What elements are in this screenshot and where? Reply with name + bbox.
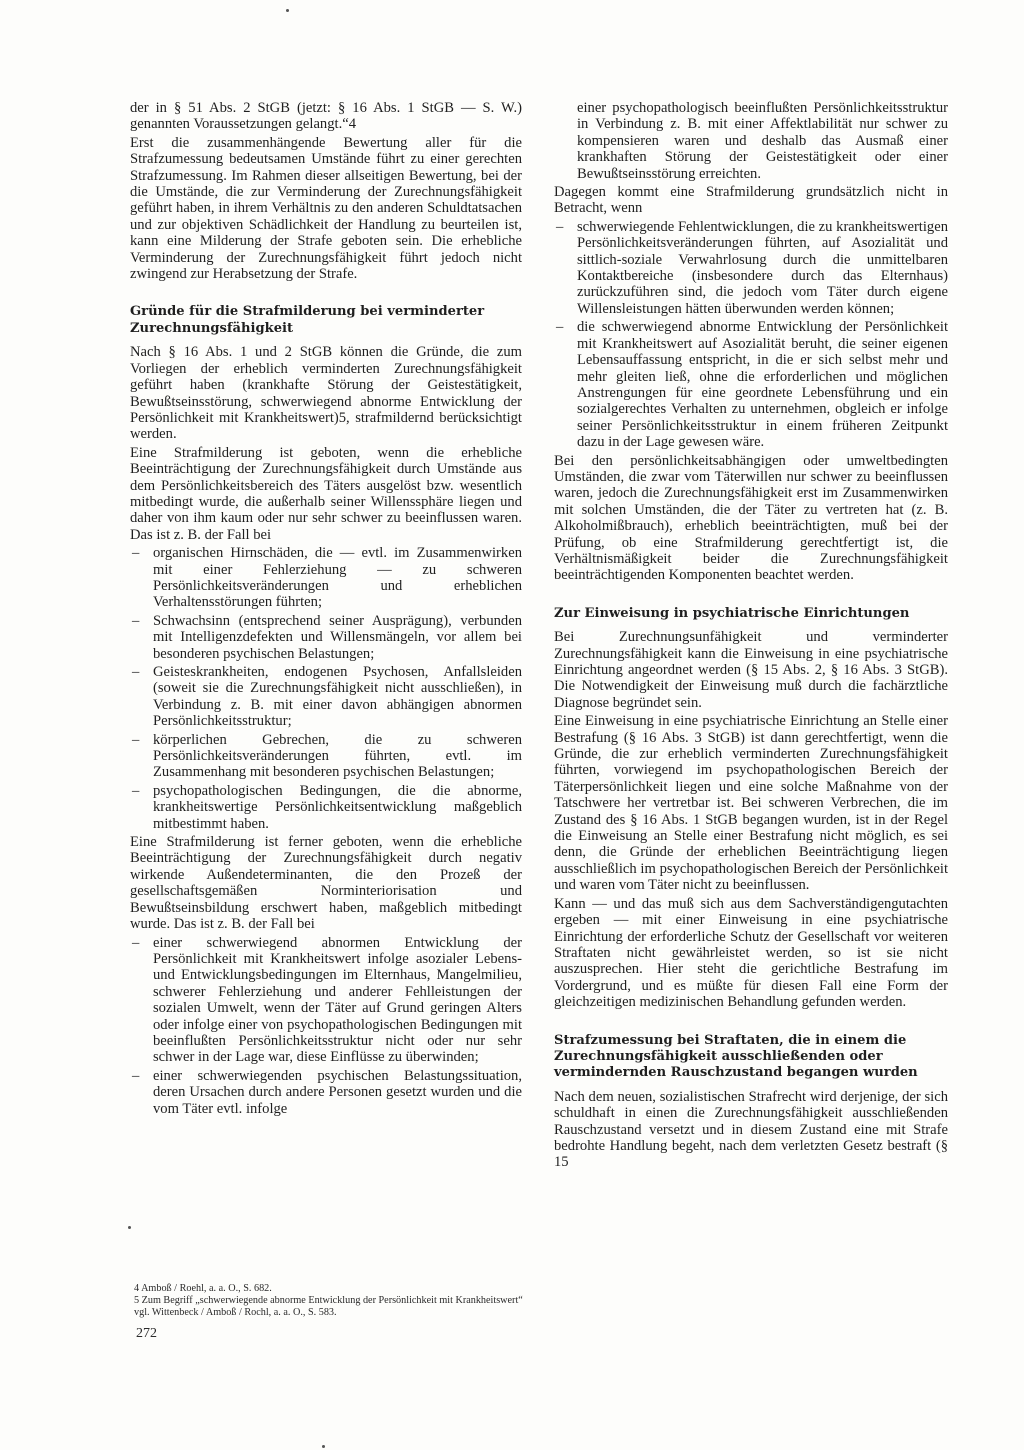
paragraph: Nach dem neuen, sozialistischen Strafrecht wird derjenige, der sich schuldhaft in einen die Zurechnungsfähigkeit ausschließenden Rauschzustand versetzt und in diesem Zustand eine mit Strafe bedrohte Handlung begeht, nach dem verletzten Gesetz bestraft (§ 15 — [554, 1088, 948, 1171]
paragraph: Kann — und das muß sich aus dem Sachverständigengutachten ergeben — mit einer Einweisung in eine psychiatrische Einrichtung der erforderliche Schutz der Gesellschaft vor weiteren Straftaten nicht gewährleistet werden, so ist sie nicht auszusprechen. Hier steht die gerichtliche Bestrafung im Vordergrund, und es müßte für diesen Fall eine Form der gleichzeitigen medizinischen Behandlung gefunden werden. — [554, 895, 948, 1011]
paragraph: Bei den persönlichkeitsabhängigen oder umweltbedingten Umständen, die zwar vom Täterwillen nur schwer zu beeinflussen waren, jedoch die Zurechnungsfähigkeit erst im Zusammenwirken mit solchen Umständen, die der Täter zu vertreten hat (z. B. Alkoholmißbrauch), erheblich beeinträchtigten, muß bei der Prüfung, ob eine Strafmilderung gerechtfertigt ist, die Verhältnismäßigkeit beider die Zurechnungsfähigkeit beeinträchtigenden Komponenten beachtet werden. — [554, 452, 948, 584]
paragraph: Erst die zusammenhängende Bewertung aller für die Strafzumessung bedeutsamen Umstände führt zu einer gerechten Strafzumessung. Im Rahmen dieser allseitigen Bewertung, bei der die Umstände, die zur Verminderung der Zurechnungsfähigkeit geführt haben, in ihrem Verhältnis zu den anderen Schuldtatsachen und zur objektiven Schädlichkeit der Handlung zu beurteilen ist, kann eine Milderung der Strafe geboten sein. Die erhebliche Verminderung der Zurechnungsfähigkeit führt jedoch nicht zwingend zur Herabsetzung der Strafe. — [130, 134, 522, 283]
list-item-continuation: einer psychopathologisch beeinflußten Persönlichkeitsstruktur in Verbindung z. B. mit einer Affektlabilität nur schwer zu kompensieren waren und deshalb das Ausmaß einer krankhaften Störung der Geistestätigkeit oder einer Bewußtseinsstörung erreichten. — [577, 100, 948, 182]
list-item: – einer schwerwiegenden psychischen Belastungssituation, deren Ursachen durch andere Personen gesetzt wurden und die vom Täter evtl. infolge — [130, 1068, 522, 1117]
section-heading: Gründe für die Strafmilderung bei verminderter Zurechnungsfähigkeit — [130, 304, 485, 336]
paragraph: Eine Strafmilderung ist ferner geboten, wenn die erhebliche Beeinträchtigung der Zurechnungsfähigkeit durch negativ wirkende Außendeterminanten, die den Prozeß der gesellschaftsgemäßen Norminteriorisation und Bewußtseinsbildung erschwert haben, maßgeblich mitbedingt wurde. Das ist z. B. der Fall bei — [130, 834, 522, 933]
scan-speck — [322, 1445, 325, 1448]
left-column — [130, 100, 522, 1117]
list-item: – organischen Hirnschäden, die — evtl. im Zusammenwirken mit einer Fehlerziehung — zu schweren Persönlichkeitsveränderungen und erheblichen Verhaltensstörungen führten; — [130, 545, 522, 611]
paragraph: Bei Zurechnungsunfähigkeit und verminderter Zurechnungsfähigkeit kann die Einweisung in eine psychiatrische Einrichtung angeordnet werden (§ 15 Abs. 2, § 16 Abs. 3 StGB). Die Notwendigkeit der Einweisung muß durch die fachärztliche Diagnose begründet sein. — [554, 629, 948, 711]
footnote-4: 4 Amboß / Roehl, a. a. O., S. 682. — [134, 1283, 272, 1294]
footnote-5: 5 Zum Begriff „schwerwiegende abnorme Entwicklung der Persönlichkeit mit Krankheitswert“ vgl. Wittenbeck / Amboß / Rochl, a. a. O., S. 583. — [134, 1294, 523, 1318]
list-item: – einer schwerwiegend abnormen Entwicklung der Persönlichkeit mit Krankheitswert infolge asozialer Lebens- und Entwicklungsbedingungen im Elternhaus, Mangelmilieu, schwerer Fehlerziehung und anderer Fehlleistungen der sozialen Umwelt, wenn der Täter auf Grund geringen Alters oder infolge einer von psychopathologischen Bedingungen mit beeinflußten Persönlichkeitsstruktur nicht oder nur sehr schwer in der Lage war, diese Einflüsse zu überwinden; — [130, 935, 522, 1066]
right-column — [554, 100, 948, 1171]
scan-speck — [128, 1226, 131, 1229]
list-item: – die schwerwiegend abnorme Entwicklung der Persönlichkeit mit Krankheitswert auf Asozialität beruht, die seiner eigenen Lebensauffassung entspricht, in die er sich selbst mehr und mehr gleiten ließ, ohne die erforderlichen und möglichen Anstrengungen für eine geordnete Lebensführung und ein sozialgerechtes Verhalten zu unternehmen, obgleich er infolge seiner Persönlichkeitsstruktur in einem früheren Zeitpunkt dazu in der Lage gewesen wäre. — [554, 319, 948, 450]
scan-speck — [286, 9, 289, 12]
list-item: – psychopathologischen Bedingungen, die die abnorme, krankheitswertige Persönlichkeitsentwicklung maßgeblich mitbestimmt haben. — [130, 783, 522, 832]
section-heading: Strafzumessung bei Straftaten, die in einem die Zurechnungsfähigkeit ausschließenden oder vermindernden Rauschzustand begangen wurden — [554, 1032, 918, 1081]
paragraph: Nach § 16 Abs. 1 und 2 StGB können die Gründe, die zum Vorliegen der erheblich verminderten Zurechnungsfähigkeit geführt haben (krankhafte Störung der Geistestätigkeit, Bewußtseinsstörung, schwerwiegend abnorme Entwicklung der Persönlichkeit mit Krankheitswert)5, strafmildernd berücksichtigt werden. — [130, 344, 522, 443]
list-item: – Geisteskrankheiten, endogenen Psychosen, Anfallsleiden (soweit sie die Zurechnungsfähigkeit nicht ausschließen), in Verbindung z. B. mit einer davon abhängigen abnormen Persönlichkeitsstruktur; — [130, 664, 522, 730]
paragraph: Eine Einweisung in eine psychiatrische Einrichtung an Stelle einer Bestrafung (§ 16 Abs. 3 StGB) ist dann gerechtfertigt, wenn die Gründe, die zur erheblich verminderten Zurechnungsfähigkeit führten, vorwiegend im psychopathologischen Bereich der Täterpersönlichkeit liegen und eine solche Maßnahme von der Tatschwere her vertretbar ist. Bei schweren Verbrechen, die im Zustand des § 16 Abs. 1 StGB begangen wurden, ist in der Regel die Einweisung an Stelle einer Bestrafung nicht möglich, es sei denn, die Gründe der erheblichen Beeinträchtigung liegen ausschließlich im psychopathologischen Bereich der Persönlichkeit und waren vom Täter nicht zu beeinflussen. — [554, 713, 948, 894]
section-heading: Zur Einweisung in psychiatrische Einrichtungen — [554, 605, 910, 621]
list-item: – schwerwiegende Fehlentwicklungen, die zu krankheitswertigen Persönlichkeitsveränderungen führten, auf Asozialität und sittlich-soziale Verwahrlosung durch die unmittelbaren Kontaktbereiche (insbesondere durch das Elternhaus) zurückzuführen sind, die jedoch vom Täter durch eigene Willensleistungen hätten überwunden werden können; — [554, 219, 948, 317]
list-item: – körperlichen Gebrechen, die zu schweren Persönlichkeitsveränderungen führten, evtl. im Zusammenhang mit besonderen psychischen Belastungen; — [130, 732, 522, 781]
paragraph: der in § 51 Abs. 2 StGB (jetzt: § 16 Abs. 1 StGB — S. W.) genannten Voraussetzungen gelangt.“4 — [130, 100, 522, 133]
paragraph: Eine Strafmilderung ist geboten, wenn die erhebliche Beeinträchtigung der Zurechnungsfähigkeit durch Umstände aus dem Persönlichkeitsbereich des Täters ausgelöst bzw. wesentlich mitbedingt wurde, die außerhalb seiner Willenssphäre liegen und daher von ihm kaum oder nur sehr schwer zu beeinflussen waren. Das ist z. B. der Fall bei — [130, 444, 522, 543]
paragraph: Dagegen kommt eine Strafmilderung grundsätzlich nicht in Betracht, wenn — [554, 184, 948, 217]
list-item: – Schwachsinn (entsprechend seiner Ausprägung), verbunden mit Intelligenzdefekten und Willensmängeln, vor allem bei besonderen psychischen Belastungen; — [130, 613, 522, 662]
page-number: 272 — [136, 1326, 157, 1341]
footnotes — [134, 1283, 532, 1318]
